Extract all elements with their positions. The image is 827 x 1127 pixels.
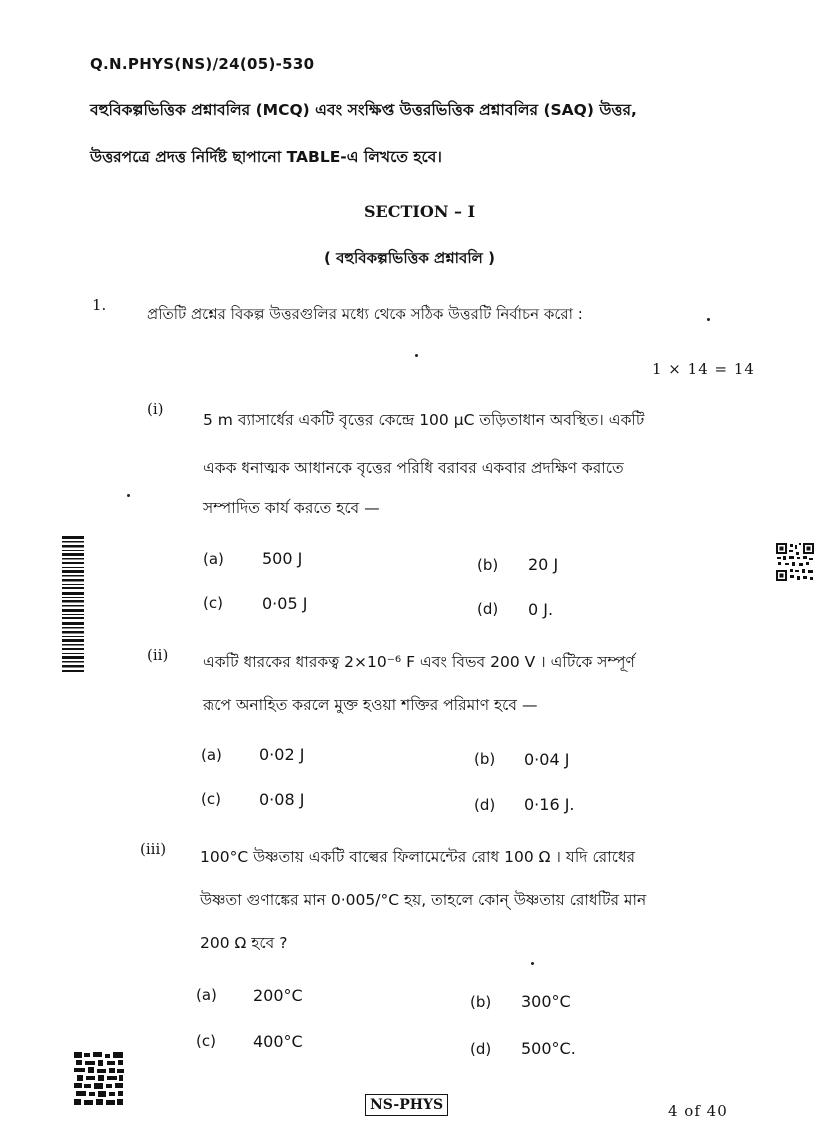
qr-code-icon [776, 543, 814, 581]
option-value: 20 J [528, 555, 559, 574]
subquestion-line: রূপে অনাহিত করলে মুক্ত হওয়া শক্তির পরিমাণ হবে — [203, 696, 538, 714]
subquestion-line: উষ্ণতা গুণাঙ্কের মান 0·005/°C হয়, তাহলে কোন্ উষ্ণতায় রোধটির মান [200, 891, 647, 909]
option-value: 400°C [253, 1032, 303, 1051]
scan-speck [415, 354, 418, 357]
scan-speck [531, 962, 534, 965]
option-label: (d) [474, 796, 496, 814]
subquestion-number: (i) [147, 400, 164, 418]
option-label: (c) [196, 1032, 216, 1050]
subquestion-line: 100°C উষ্ণতায় একটি বাল্বের ফিলামেন্টের রোধ 100 Ω । যদি রোধের [200, 848, 636, 866]
option-value: 500 J [262, 549, 303, 568]
scan-speck [707, 318, 710, 321]
option-value: 0·08 J [259, 790, 305, 809]
question-number: 1. [92, 296, 107, 314]
subquestion-line: একটি ধারকের ধারকত্ব 2×10⁻⁶ F এবং বিভব 200 V । এটিকে সম্পূর্ণ [203, 653, 635, 671]
option-label: (a) [201, 746, 222, 764]
instruction-line-2: উত্তরপত্রে প্রদত্ত নির্দিষ্ট ছাপানো TABLE-এ লিখতে হবে। [90, 148, 442, 166]
scan-speck [127, 494, 130, 497]
page-number: 4 of 40 [668, 1102, 728, 1120]
option-value: 0·04 J [524, 750, 570, 769]
question-marks: 1 × 14 = 14 [652, 360, 755, 378]
option-label: (b) [474, 750, 496, 768]
paper-code: Q.N.PHYS(NS)/24(05)-530 [90, 55, 315, 73]
option-value: 0·05 J [262, 594, 308, 613]
option-value: 300°C [521, 992, 571, 1011]
option-label: (b) [470, 993, 492, 1011]
option-label: (a) [203, 550, 224, 568]
option-value: 200°C [253, 986, 303, 1005]
section-title: SECTION – I [364, 202, 476, 221]
subquestion-line: 200 Ω হবে ? [200, 934, 288, 952]
option-label: (d) [470, 1040, 492, 1058]
scan-code-icon [74, 1052, 124, 1106]
option-label: (c) [203, 594, 223, 612]
subquestion-number: (iii) [140, 840, 167, 858]
option-label: (d) [477, 600, 499, 618]
section-subtitle: ( বহুবিকল্পভিত্তিক প্রশ্নাবলি ) [324, 249, 495, 267]
option-label: (a) [196, 986, 217, 1004]
question-text: প্রতিটি প্রশ্নের বিকল্প উত্তরগুলির মধ্যে থেকে সঠিক উত্তরটি নির্বাচন করো : [147, 305, 583, 323]
option-label: (c) [201, 790, 221, 808]
option-value: 0·16 J. [524, 795, 575, 814]
barcode-icon [62, 536, 84, 672]
option-value: 500°C. [521, 1039, 576, 1058]
option-value: 0 J. [528, 600, 554, 619]
subject-code-box: NS-PHYS [365, 1094, 448, 1116]
instruction-line-1: বহুবিকল্পভিত্তিক প্রশ্নাবলির (MCQ) এবং সংক্ষিপ্ত উত্তরভিত্তিক প্রশ্নাবলির (SAQ) উত্তর, [90, 101, 637, 119]
subquestion-number: (ii) [147, 646, 169, 664]
option-value: 0·02 J [259, 745, 305, 764]
subquestion-line: 5 m ব্যাসার্ধের একটি বৃত্তের কেন্দ্রে 100 μC তড়িতাধান অবস্থিত। একটি [203, 411, 645, 429]
option-label: (b) [477, 556, 499, 574]
subquestion-line: সম্পাদিত কার্য করতে হবে — [203, 499, 380, 517]
subquestion-line: একক ধনাত্মক আধানকে বৃত্তের পরিধি বরাবর একবার প্রদক্ষিণ করাতে [203, 459, 624, 477]
